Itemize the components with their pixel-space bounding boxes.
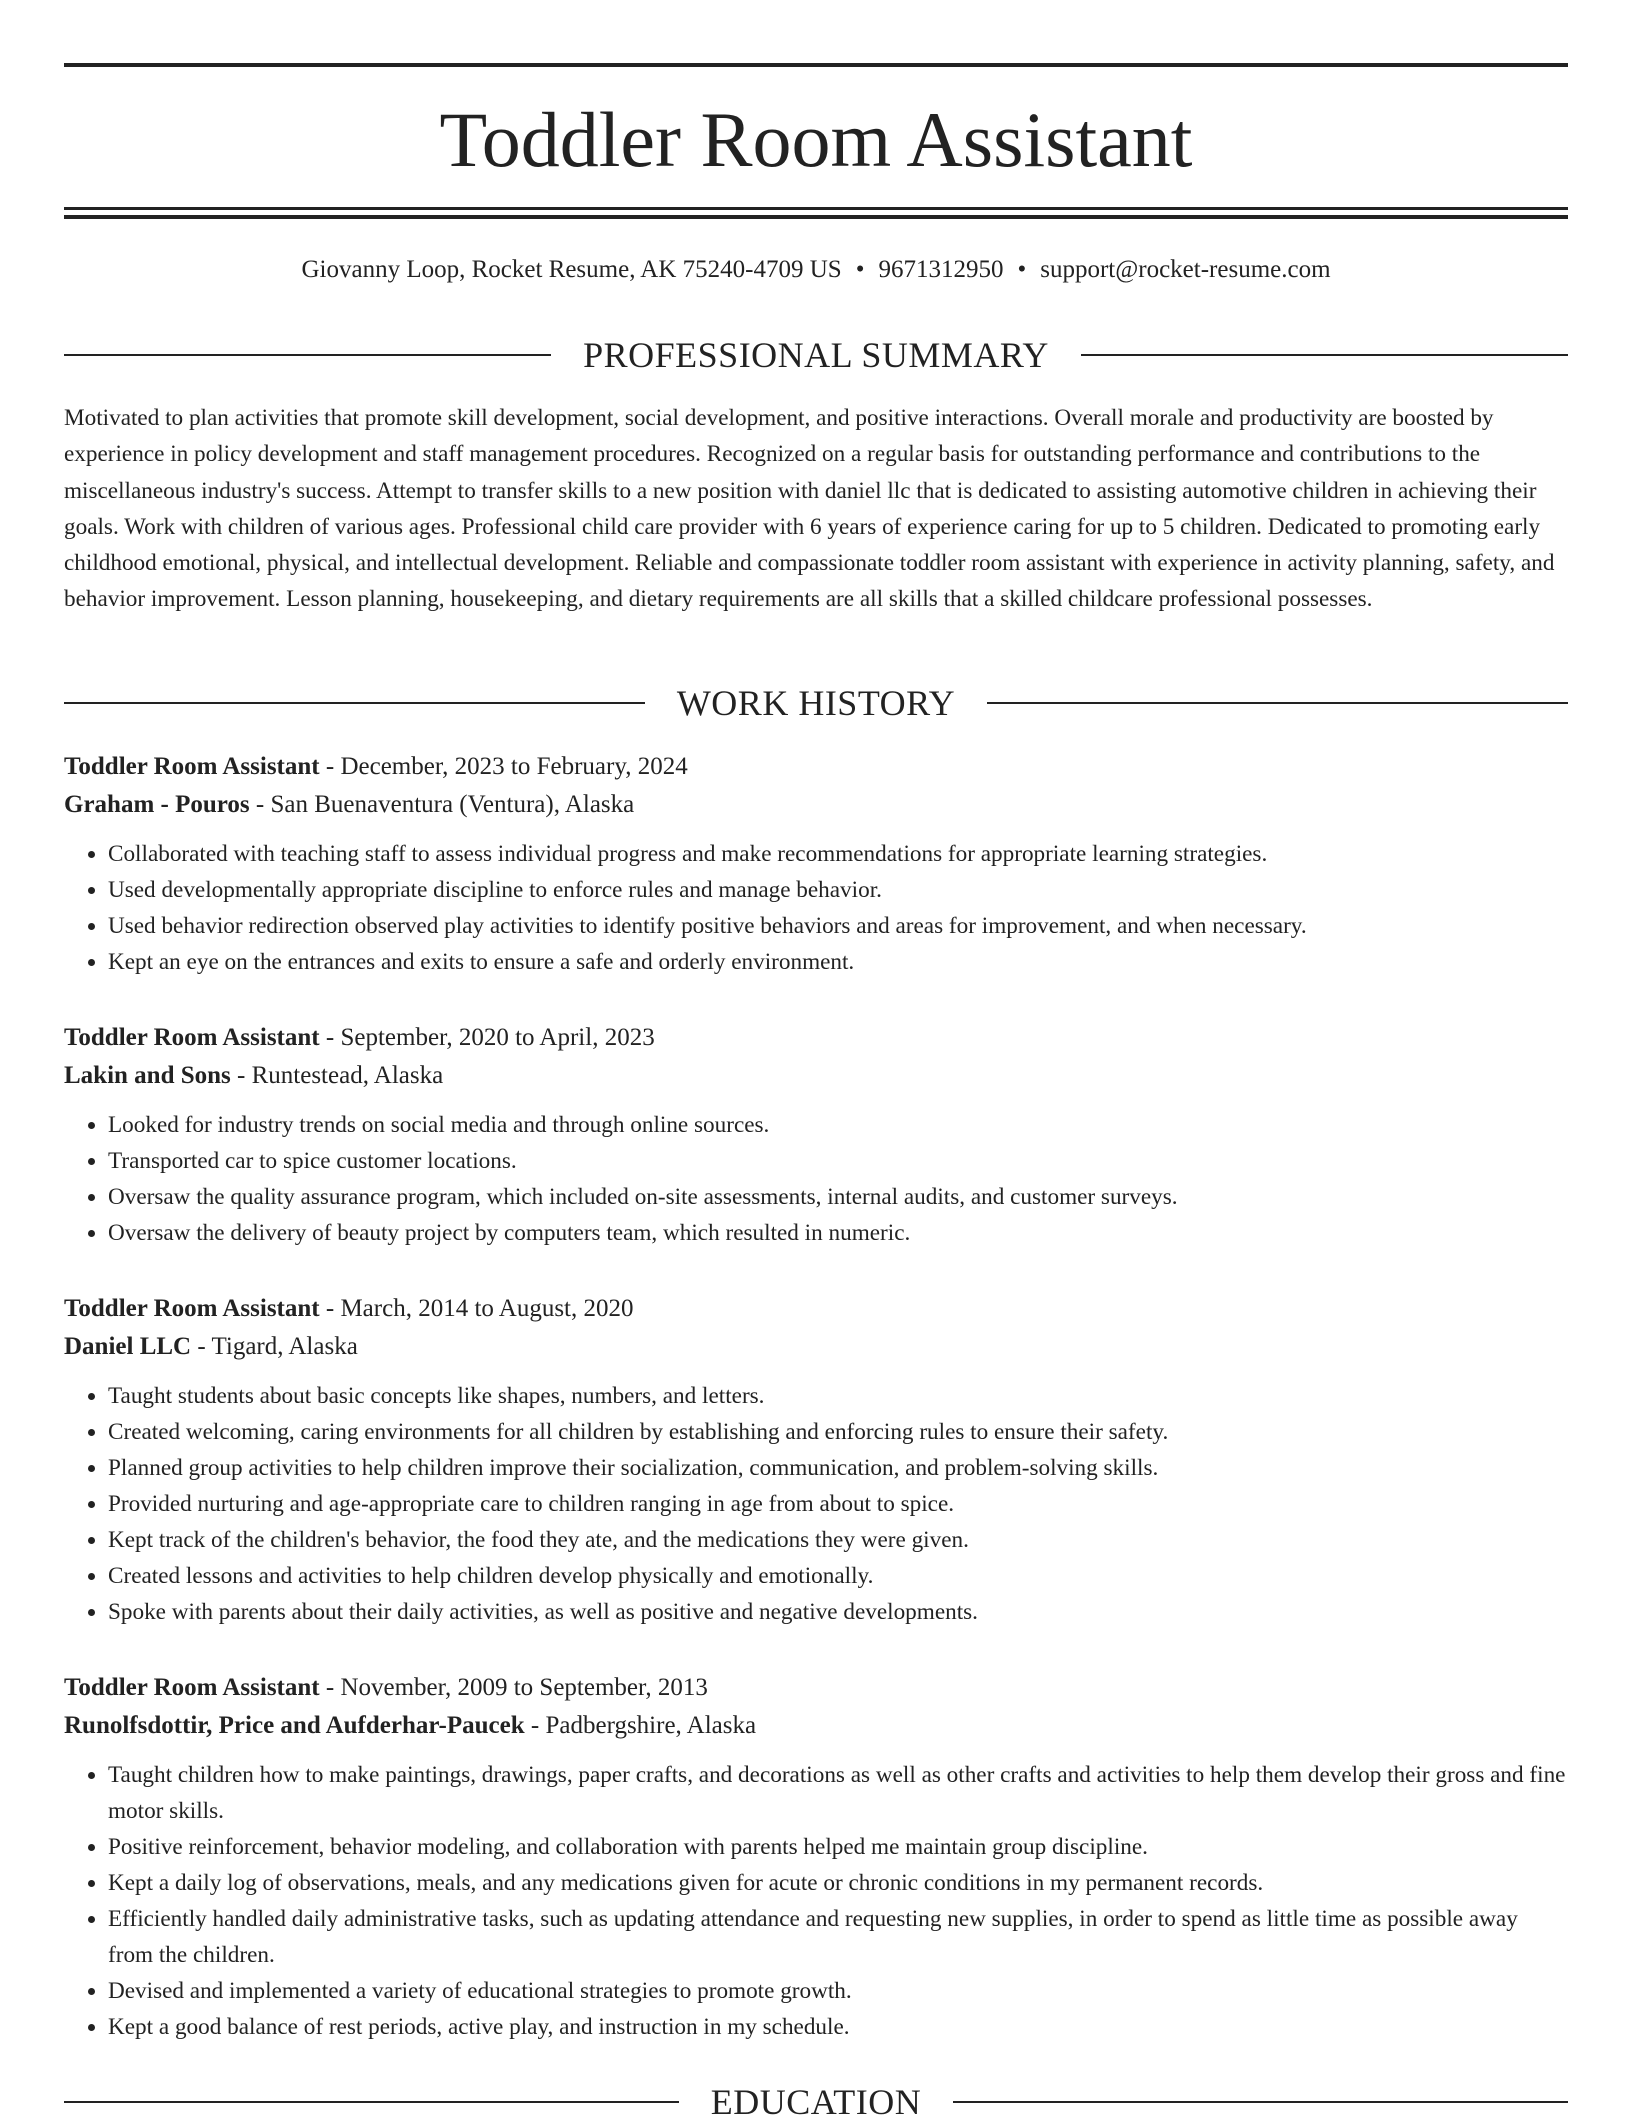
section-rule-left bbox=[64, 354, 551, 356]
job-company-line bbox=[64, 1707, 1568, 1745]
top-rule bbox=[64, 63, 1568, 67]
contact-separator: • bbox=[855, 256, 865, 283]
resume-title: Toddler Room Assistant bbox=[439, 96, 1193, 183]
list-item: • Oversaw the delivery of beauty project by computers team, which resulted in numeric. bbox=[108, 1215, 1568, 1251]
list-item: • Positive reinforcement, behavior modeling, and collaboration with parents helped me maintain group discipline. bbox=[108, 1829, 1568, 1865]
list-item: • Planned group activities to help children improve their socialization, communication, and problem-solving skills. bbox=[108, 1450, 1568, 1486]
list-item: • Kept track of the children's behavior, the food they ate, and the medications they were given. bbox=[108, 1522, 1568, 1558]
job-location: - Padbergshire, Alaska bbox=[524, 1712, 757, 1739]
job-bullets bbox=[64, 1757, 1568, 2045]
job-role: Toddler Room Assistant bbox=[64, 753, 320, 780]
job-company-line bbox=[64, 786, 1568, 824]
summary-paragraph: Motivated to plan activities that promote skill development, social development, and positive interactions. Overall morale and productivity are boosted by experience in policy development and staff management procedures. Recognized on a regular basis for outstanding performance and contributions to the miscellaneous industry's success. Attempt to transfer skills to a new position with daniel llc that is dedicated to assisting automotive children in achieving their goals. Work with children of various ages. Professional child care provider with 6 years of experience caring for up to 5 children. Dedicated to promoting early childhood emotional, physical, and intellectual development. Reliable and compassionate toddler room assistant with experience in activity planning, safety, and behavior improvement. Lesson planning, housekeeping, and dietary requirements are all skills that a skilled childcare professional possesses. bbox=[64, 405, 1555, 613]
list-item: • Provided nurturing and age-appropriate care to children ranging in age from about to spice. bbox=[108, 1486, 1568, 1522]
list-item: • Collaborated with teaching staff to assess individual progress and make recommendations for appropriate learning strategies. bbox=[108, 836, 1568, 872]
job-entry bbox=[64, 1019, 1568, 1251]
job-company: Graham - Pouros bbox=[64, 791, 250, 818]
job-company-line bbox=[64, 1057, 1568, 1095]
job-company: Runolfsdottir, Price and Aufderhar-Paucek bbox=[64, 1712, 525, 1739]
section-title-summary: PROFESSIONAL SUMMARY bbox=[583, 335, 1049, 375]
list-item: • Used behavior redirection observed play activities to identify positive behaviors and areas for improvement, and when necessary. bbox=[108, 908, 1568, 944]
contact-phone: 9671312950 bbox=[878, 256, 1004, 283]
job-entry bbox=[64, 748, 1568, 980]
job-location: - San Buenaventura (Ventura), Alaska bbox=[249, 791, 635, 818]
contact-line bbox=[64, 252, 1568, 288]
section-rule-left bbox=[64, 2101, 679, 2103]
contact-separator: • bbox=[1017, 256, 1027, 283]
list-item: • Kept a daily log of observations, meals, and any medications given for acute or chronic conditions in my permanent records. bbox=[108, 1865, 1568, 1901]
list-item: • Kept a good balance of rest periods, active play, and instruction in my schedule. bbox=[108, 2009, 1568, 2045]
job-title-line bbox=[64, 1290, 1568, 1328]
job-title-line bbox=[64, 748, 1568, 786]
job-dates: - September, 2020 to April, 2023 bbox=[319, 1024, 655, 1051]
section-rule-right bbox=[953, 2101, 1568, 2103]
list-item: • Efficiently handled daily administrative tasks, such as updating attendance and requesting new supplies, in order to spend as little time as possible away from the children. bbox=[108, 1901, 1568, 1973]
job-entry bbox=[64, 1669, 1568, 2045]
job-role: Toddler Room Assistant bbox=[64, 1024, 320, 1051]
list-item: • Devised and implemented a variety of educational strategies to promote growth. bbox=[108, 1973, 1568, 2009]
list-item: • Taught children how to make paintings, drawings, paper crafts, and decorations as well as other crafts and activities to help them develop their gross and fine motor skills. bbox=[108, 1757, 1568, 1829]
contact-email: support@rocket-resume.com bbox=[1040, 256, 1331, 283]
section-header-education bbox=[64, 2080, 1568, 2124]
contact-address: Giovanny Loop, Rocket Resume, AK 75240-4709 US bbox=[301, 256, 842, 283]
list-item: • Taught students about basic concepts like shapes, numbers, and letters. bbox=[108, 1378, 1568, 1414]
job-dates: - November, 2009 to September, 2013 bbox=[319, 1674, 708, 1701]
section-rule-left bbox=[64, 702, 645, 704]
section-rule-right bbox=[1081, 354, 1568, 356]
job-company: Lakin and Sons bbox=[64, 1062, 231, 1089]
list-item: • Looked for industry trends on social media and through online sources. bbox=[108, 1107, 1568, 1143]
list-item: • Created lessons and activities to help children develop physically and emotionally. bbox=[108, 1558, 1568, 1594]
job-dates: - December, 2023 to February, 2024 bbox=[319, 753, 688, 780]
job-location: - Tigard, Alaska bbox=[191, 1333, 358, 1360]
job-title-line bbox=[64, 1019, 1568, 1057]
job-bullets bbox=[64, 1378, 1568, 1630]
job-dates: - March, 2014 to August, 2020 bbox=[319, 1295, 634, 1322]
section-header-summary bbox=[64, 333, 1568, 377]
section-rule-right bbox=[987, 702, 1568, 704]
list-item: • Oversaw the quality assurance program, which included on-site assessments, internal audits, and customer surveys. bbox=[108, 1179, 1568, 1215]
list-item: • Transported car to spice customer locations. bbox=[108, 1143, 1568, 1179]
title-double-rule bbox=[64, 207, 1568, 219]
job-role: Toddler Room Assistant bbox=[64, 1674, 320, 1701]
job-entry bbox=[64, 1290, 1568, 1630]
job-bullets bbox=[64, 1107, 1568, 1251]
list-item: • Created welcoming, caring environments for all children by establishing and enforcing rules to ensure their safety. bbox=[108, 1414, 1568, 1450]
list-item: • Kept an eye on the entrances and exits to ensure a safe and orderly environment. bbox=[108, 944, 1568, 980]
job-bullets bbox=[64, 836, 1568, 980]
job-company-line bbox=[64, 1328, 1568, 1366]
job-location: - Runtestead, Alaska bbox=[230, 1062, 444, 1089]
list-item: • Spoke with parents about their daily activities, as well as positive and negative developments. bbox=[108, 1594, 1568, 1630]
job-title-line bbox=[64, 1669, 1568, 1707]
section-title-education: EDUCATION bbox=[710, 2082, 922, 2122]
job-role: Toddler Room Assistant bbox=[64, 1295, 320, 1322]
section-title-work-history: WORK HISTORY bbox=[676, 683, 956, 723]
section-header-work-history bbox=[64, 681, 1568, 725]
list-item: • Used developmentally appropriate discipline to enforce rules and manage behavior. bbox=[108, 872, 1568, 908]
job-company: Daniel LLC bbox=[64, 1333, 192, 1360]
